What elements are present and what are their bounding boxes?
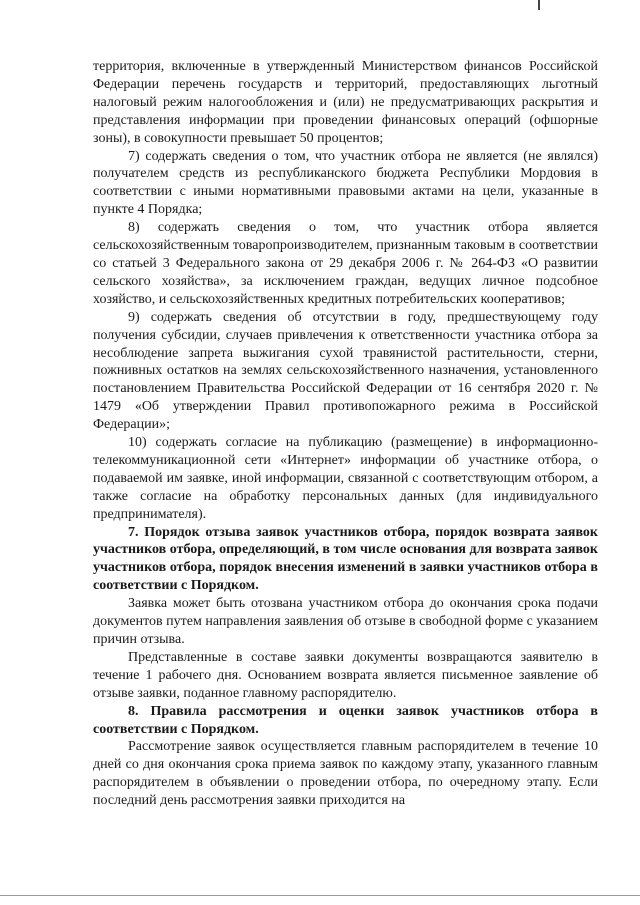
paragraph-review: Рассмотрение заявок осуществляется главным распорядителем в течение 10 дней со дня окончания срока приема заявок по каждому этапу, указанного главным распорядителем в объявлении о проведении отбора, по очередному этапу. Если последний день рассмотрения заявки приходится на	[93, 739, 598, 809]
paragraph-withdrawal: Заявка может быть отозвана участником отбора до окончания срока подачи документов путем направления заявления об отзыве в свободной форме с указанием причин отзыва.	[93, 596, 598, 647]
paragraph-item-10: 10) содержать согласие на публикацию (размещение) в информационно-телекоммуникационной сети «Интернет» информации об участнике отбора, о подаваемой им заявке, иной информации, связанной с соответствующим отбором, а также согласие на обработку персональных данных (для индивидуального предпринимателя).	[93, 435, 598, 522]
section-heading-7: 7. Порядок отзыва заявок участников отбора, порядок возврата заявок участников отбора, определяющий, в том числе основания для возврата заявок участников отбора, порядок внесения изменений в заявки участников отбора в соответствии с Порядком.	[93, 524, 598, 594]
scan-edge-mark	[538, 0, 540, 10]
paragraph-offshore-share: территория, включенные в утвержденный Министерством финансов Российской Федерации перечень государств и территорий, предоставляющих льготный налоговый режим налогообложения и (или) не предусматривающих раскрытия и представления информации при проведении финансовых операций (офшорные зоны), в совокупности превышает 50 процентов;	[93, 59, 598, 146]
scan-bottom-edge	[0, 895, 640, 896]
paragraph-return: Представленные в составе заявки документы возвращаются заявителю в течение 1 рабочего дня. Основанием возврата является письменное заявление об отзыве заявки, поданное главному распорядителю.	[93, 649, 598, 701]
paragraph-item-9: 9) содержать сведения об отсутствии в году, предшествующему году получения субсидии, случаев привлечения к ответственности участника отбора за несоблюдение запрета выжигания сухой травянистой растительности, стерни, пожнивных остатков на землях сельскохозяйственного назначения, установленного постановлением Правительства Российской Федерации от 16 сентября 2020 г. № 1479 «Об утверждении Правил противопожарного режима в Российской Федерации»;	[93, 309, 598, 433]
paragraph-item-8: 8) содержать сведения о том, что участник отбора является сельскохозяйственным товаропроизводителем, признанным таковым в соответствии со статьей 3 Федерального закона от 29 декабря 2006 г. № 264-ФЗ «О развитии сельского хозяйства», за исключением граждан, ведущих личное подсобное хозяйство, и сельскохозяйственных кредитных потребительских кооперативов;	[93, 220, 598, 307]
paragraph-item-7: 7) содержать сведения о том, что участник отбора не является (не являлся) получателем средств из республиканского бюджета Республики Мордовия в соответствии с иными нормативными правовыми актами на цели, указанные в пункте 4 Порядка;	[93, 148, 598, 218]
section-heading-8: 8. Правила рассмотрения и оценки заявок участников отбора в соответствии с Порядком.	[93, 703, 598, 737]
document-page	[93, 58, 598, 810]
